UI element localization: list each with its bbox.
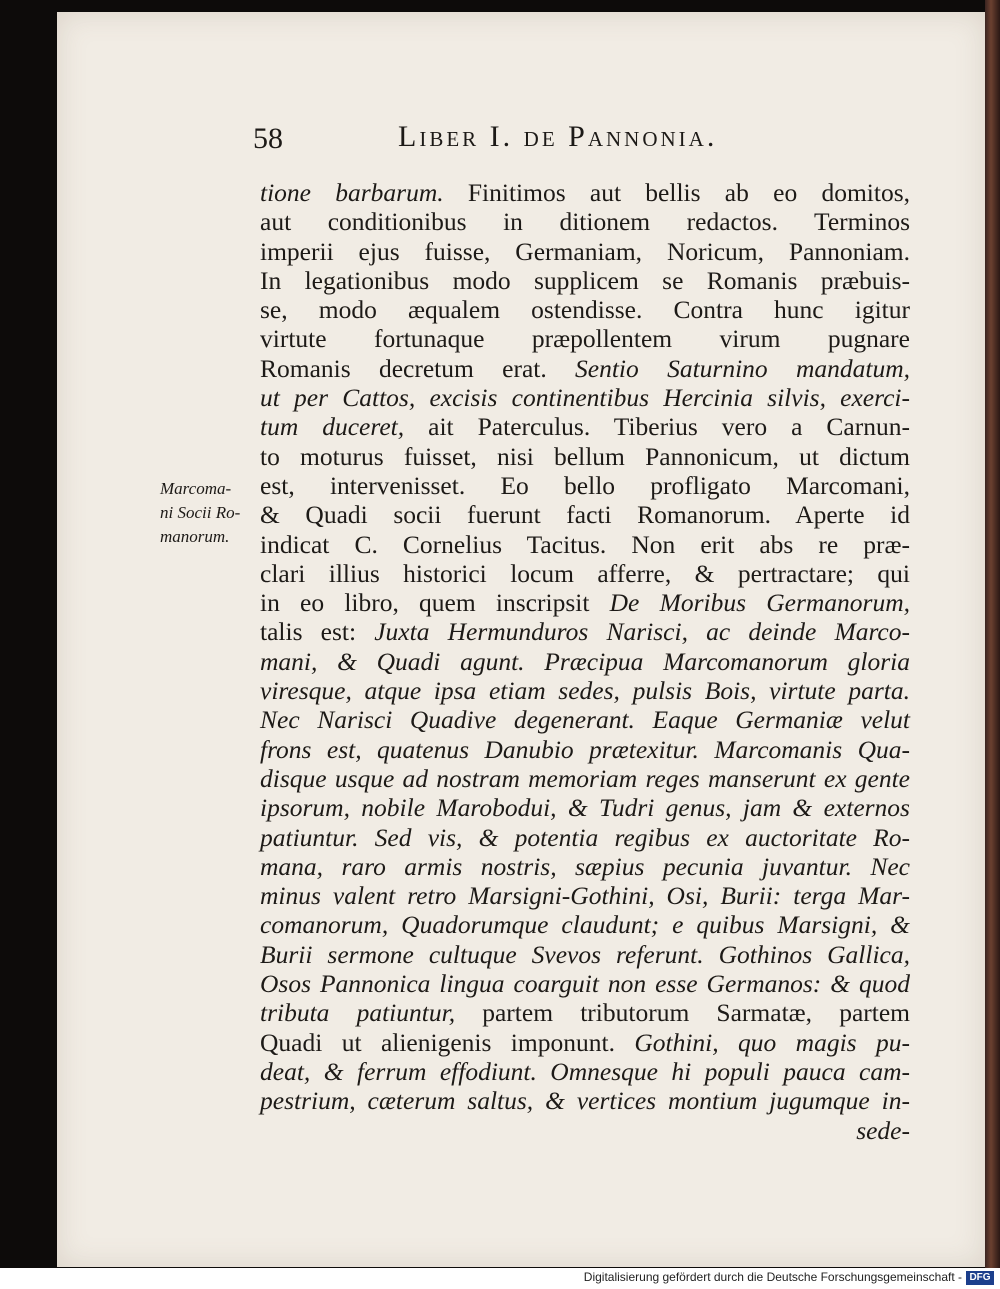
text-line	[260, 705, 910, 734]
text-line	[260, 559, 910, 588]
roman-segment: indicat C. Cornelius Tacitus. Non erit abs re præ-	[260, 529, 910, 559]
catchword: sede-	[856, 1115, 910, 1145]
roman-segment: virtute fortunaque præpollentem virum pugnare	[260, 324, 910, 354]
text-line	[260, 1057, 910, 1086]
italic-segment: Juxta Hermunduros Narisci, ac deinde Marco-	[374, 617, 910, 647]
text-line	[260, 910, 910, 939]
roman-segment: est, intervenisset. Eo bello profligato Marcomani,	[260, 470, 910, 500]
roman-segment: Romanis decretum erat.	[260, 353, 576, 383]
roman-segment: imperii ejus fuisse, Germaniam, Noricum, Pannoniam.	[260, 236, 910, 266]
text-line	[260, 676, 910, 705]
text-line	[260, 1028, 910, 1057]
text-line	[260, 442, 910, 471]
roman-segment: in eo libro, quem inscripsit	[260, 588, 610, 618]
italic-segment: pestrium, cæterum saltus, & vertices montium jugumque in-	[260, 1086, 910, 1116]
text-line	[260, 412, 910, 441]
text-line	[260, 324, 910, 353]
italic-segment: tributa patiuntur,	[260, 998, 456, 1028]
running-title: Liber I. de Pannonia.	[398, 120, 718, 153]
roman-segment: se, modo æqualem ostendisse. Contra hunc igitur	[260, 295, 910, 325]
margin-note-line: manorum.	[160, 527, 230, 546]
margin-note	[160, 477, 260, 549]
book-edge	[985, 0, 1000, 1268]
roman-segment: In legationibus modo supplicem se Romanis præbuis-	[260, 265, 910, 295]
text-line	[260, 998, 910, 1027]
roman-segment: clari illius historici locum afferre, & pertractare; qui	[260, 558, 910, 588]
text-line	[260, 969, 910, 998]
roman-segment: talis est:	[260, 617, 375, 647]
roman-segment: & Quadi socii fuerunt facti Romanorum. Aperte id	[260, 500, 910, 530]
italic-segment: tum duceret,	[260, 412, 405, 442]
roman-segment: Finitimos aut bellis ab eo domitos,	[443, 178, 910, 207]
text-line	[260, 1086, 910, 1115]
text-line	[260, 647, 910, 676]
text-line	[260, 852, 910, 881]
text-line	[260, 354, 910, 383]
footer-credit: Digitalisierung gefördert durch die Deutsche Forschungsgemeinschaft -	[583, 1270, 962, 1284]
margin-note-line: ni Socii Ro-	[160, 503, 241, 522]
italic-segment: minus valent retro Marsigni-Gothini, Osi, Burii: terga Mar-	[260, 881, 910, 911]
margin-note-line: Marcoma-	[160, 479, 232, 498]
italic-segment: comanorum, Quadorumque claudunt; e quibus Marsigni, &	[260, 910, 910, 940]
roman-segment: aut conditionibus in ditionem redactos. Terminos	[260, 207, 910, 237]
italic-segment: Gothini, quo magis pu-	[634, 1027, 910, 1057]
text-line	[260, 735, 910, 764]
text-line	[260, 178, 910, 207]
text-line	[260, 237, 910, 266]
footer-bar	[0, 1268, 1000, 1289]
italic-segment: Sentio Saturnino mandatum,	[575, 353, 911, 383]
text-line	[260, 823, 910, 852]
text-line	[260, 793, 910, 822]
text-line	[260, 266, 910, 295]
italic-segment: tione barbarum.	[260, 178, 444, 207]
italic-segment: disque usque ad nostram memoriam reges manserunt ex gente	[260, 763, 910, 793]
page-number: 58	[253, 122, 283, 155]
italic-segment: viresque, atque ipsa etiam sedes, pulsis Bois, virtute parta.	[260, 676, 910, 706]
text-line	[260, 588, 910, 617]
italic-segment: Osos Pannonica lingua coarguit non esse Germanos: & quod	[260, 969, 910, 999]
text-line	[260, 500, 910, 529]
roman-segment: to moturus fuisset, nisi bellum Pannonicum, ut dictum	[260, 441, 910, 471]
text-line	[260, 940, 910, 969]
text-line	[260, 471, 910, 500]
text-line	[260, 530, 910, 559]
dfg-logo: DFG	[966, 1271, 994, 1285]
text-line	[260, 764, 910, 793]
roman-segment: ait Paterculus. Tiberius vero a Carnun-	[404, 412, 910, 442]
text-line	[260, 881, 910, 910]
italic-segment: De Moribus Germanorum,	[609, 588, 910, 618]
italic-segment: deat, & ferrum effodiunt. Omnesque hi populi pauca cam-	[260, 1056, 910, 1086]
text-line	[260, 207, 910, 236]
roman-segment: partem tributorum Sarmatæ, partem	[455, 998, 911, 1028]
italic-segment: mana, raro armis nostris, sæpius pecunia juvantur. Nec	[260, 851, 910, 881]
text-line	[260, 383, 910, 412]
body-text	[260, 178, 910, 1145]
italic-segment: frons est, quatenus Danubio prætexitur. Marcomanis Qua-	[260, 734, 910, 764]
italic-segment: patiuntur. Sed vis, & potentia regibus ex auctoritate Ro-	[260, 822, 910, 852]
italic-segment: ut per Cattos, excisis continentibus Hercinia silvis, exerci-	[260, 383, 910, 413]
text-line	[260, 617, 910, 646]
roman-segment: Quadi ut alienigenis imponunt.	[260, 1027, 635, 1057]
italic-segment: Burii sermone cultuque Svevos referunt. Gothinos Gallica,	[260, 939, 910, 969]
italic-segment: ipsorum, nobile Marobodui, & Tudri genus, jam & externos	[260, 793, 910, 823]
text-line	[260, 295, 910, 324]
italic-segment: Nec Narisci Quadive degenerant. Eaque Germaniæ velut	[260, 705, 910, 735]
italic-segment: mani, & Quadi agunt. Præcipua Marcomanorum gloria	[260, 646, 910, 676]
